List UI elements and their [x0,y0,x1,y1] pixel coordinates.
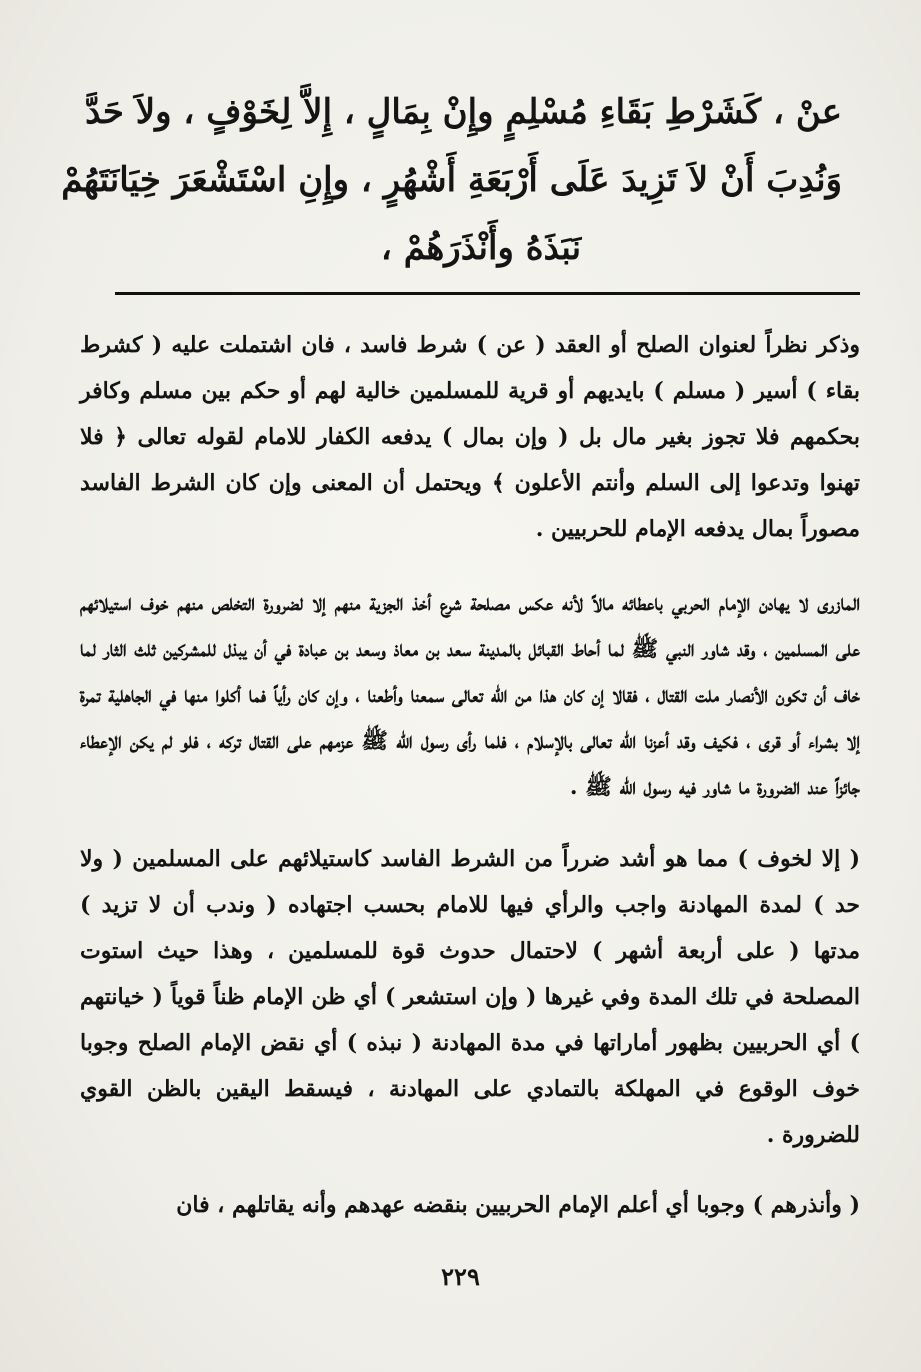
matn-text-block [61,78,842,282]
commentary-paragraph: ( إلا لخوف ) مما هو أشد ضرراً من الشرط الفاسد كاستيلائهم على المسلمين ( ولا حد ) لمدة المهادنة واجب والرأي فيها للامام بحسب اجتهاده ( وندب أن لا تزيد ) مدتها ( على أربعة أشهر ) لاحتمال حدوث قوة للمسلمين ، وهذا حيث استوت المصلحة في تلك المدة وفي غيرها ( وإن استشعر ) أي ظن الإمام ظناً قوياً ( خيانتهم ) أي الحربيين بظهور أماراتها في مدة المهادنة ( نبذه ) أي نقض الإمام الصلح وجوبا خوف الوقوع في المهلكة بالتمادي على المهادنة ، فيسقط اليقين بالظن القوي للضرورة . [80,846,860,1148]
commentary-text-block [80,322,860,1228]
commentary-paragraph: ( وأنذرهم ) وجوبا أي أعلم الإمام الحربيين بنقضه عهدهم وأنه يقاتلهم ، فان [176,1192,860,1218]
page-number: ٢٢٩ [441,1262,480,1291]
matn-line: وَنُدِبَ أَنْ لاَ تَزِيدَ عَلَى أَرْبَعَةِ أَشْهُرٍ ، وإِنِ اسْتَشْعَرَ خِيَانَتَهُمْ [61,160,842,200]
commentary-paragraph: المازرى لا يهادن الإمام الحربي باعطائه مالاً لأنه عكس مصلحة شرع أخذ الجزية منهم إلا لضرورة التخلص منهم خوف استيلائهم على المسلمين ، وقد شاور النبي ﷺ لما أحاط القبائل بالمدينة سعد بن معاذ وسعد بن عبادة في أن يبذل للمشركين ثلث الثار لما خاف أن تكون الأنصار ملت القتال ، فقالا إن كان هذا من الله تعالى سمعنا وأطعنا ، وإن كان رأياً فما أكلوا منها في الجاهلية تمرة إلا بشراء أو قرى ، فكيف وقد أعزنا الله تعالى بالإسلام ، فلما رأى رسول الله ﷺ عزمهم على القتال تركه ، فلو لم يكن الإعطاء جائزاً عند الضرورة ما شاور فيه رسول الله ﷺ . [80,590,861,800]
matn-line: عنْ ، كَشَرْطِ بَقَاءِ مُسْلِمٍ وإِنْ بِمَالٍ ، إِلاَّ لِخَوْفٍ ، ولاَ حَدَّ [85,92,842,132]
matn-line: نَبَذَهُ وأَنْذَرَهُمْ ، [380,228,582,268]
separator-rule [115,292,860,295]
commentary-paragraph: وذكر نظراً لعنوان الصلح أو العقد ( عن ) شرط فاسد ، فان اشتملت عليه ( كشرط بقاء ) أسير ( مسلم ) بايديهم أو قرية للمسلمين خالية لهم أو حكم بين مسلم وكافر بحكمهم فلا تجوز بغير مال بل ( وإن بمال ) يدفعه الكفار للامام لقوله تعالى ﴿ فلا تهنوا وتدعوا إلى السلم وأنتم الأعلون ﴾ ويحتمل أن المعنى وإن كان الشرط الفاسد مصوراً بمال يدفعه الإمام للحربيين . [80,332,860,542]
